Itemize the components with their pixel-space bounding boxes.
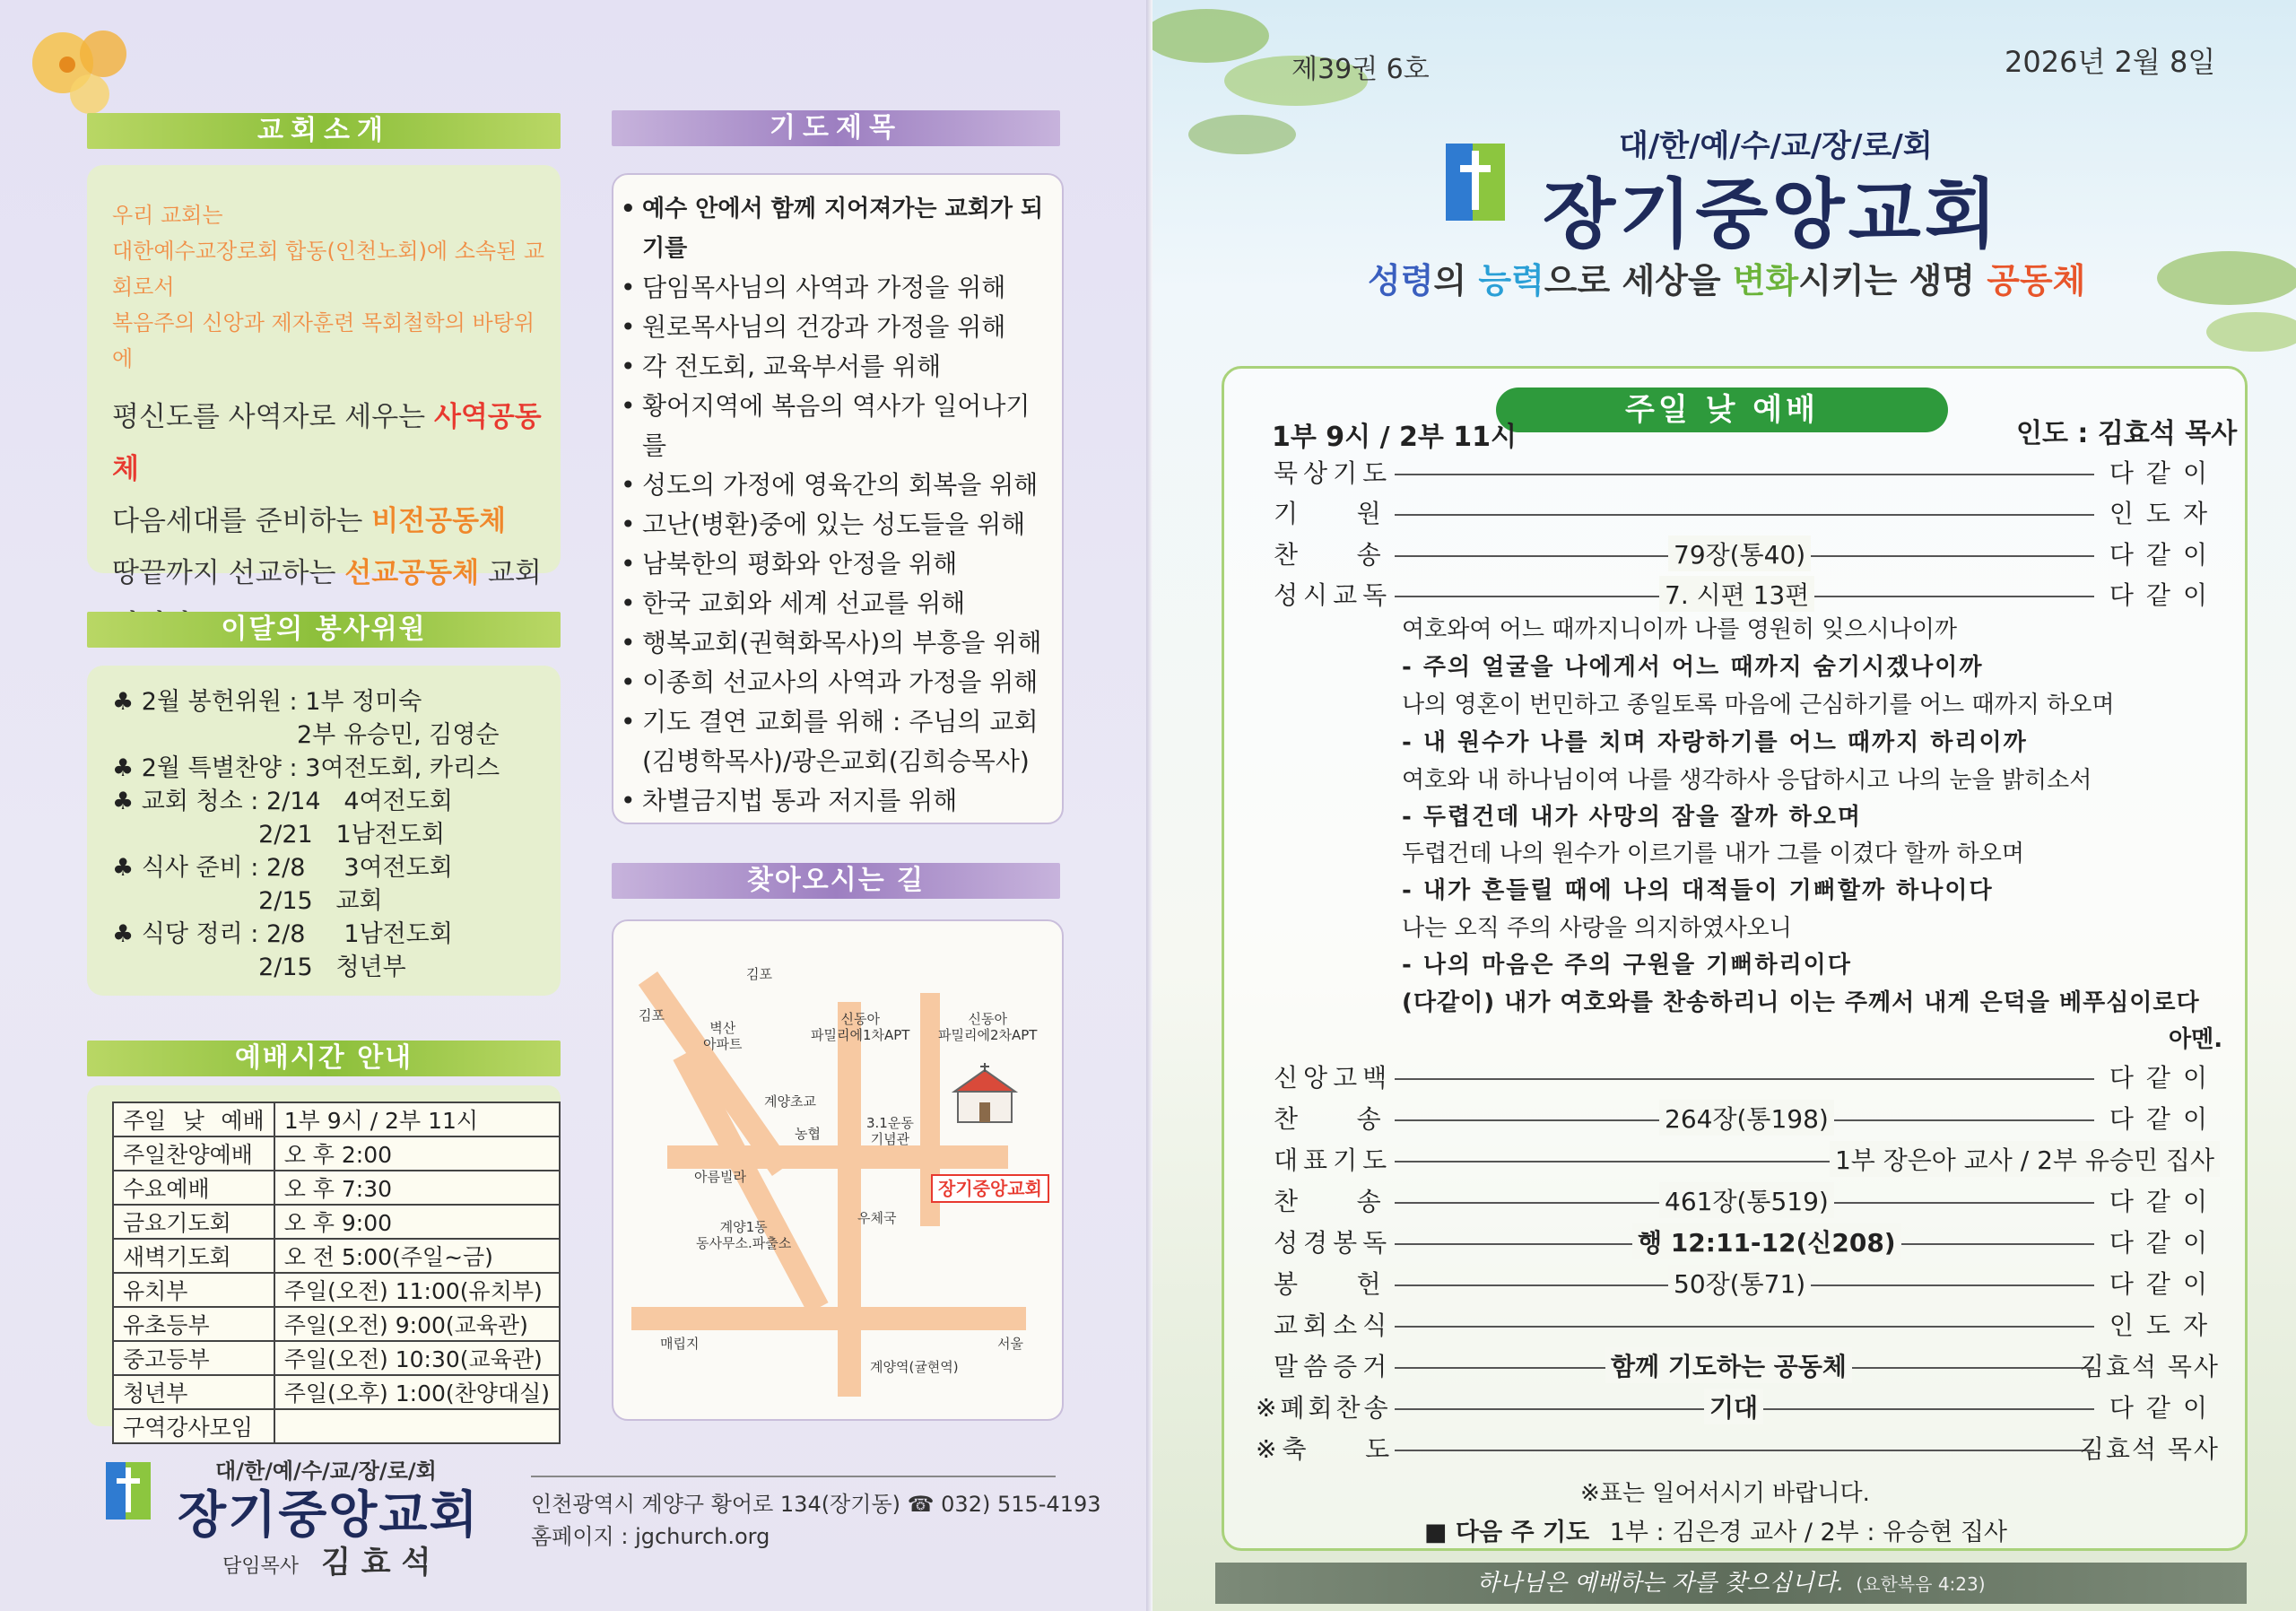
- next-prayer-label: ■ 다음 주 기도: [1424, 1519, 1590, 1546]
- schedule-key: 유치부: [113, 1273, 274, 1307]
- prayer-item: • 예수 안에서 함께 지어져가는 교회가 되기를: [617, 189, 1048, 268]
- prayer-item: • 행복교회(권혁화목사)의 부흥을 위해: [617, 623, 1048, 663]
- prayer-item: • 차별금지법 통과 저지를 위해: [617, 781, 1048, 821]
- slogan-part: 의: [1433, 261, 1479, 300]
- schedule-value: 주일(오전) 10:30(교육관): [274, 1341, 560, 1375]
- map-label: 계양초교: [764, 1093, 816, 1110]
- slogan-part: 능력: [1478, 261, 1544, 300]
- cross-logo: [1446, 133, 1512, 226]
- intro-line: 우리 교회는: [112, 203, 223, 228]
- service-title: 주일 낮 예배: [1496, 388, 1948, 432]
- psalm-line: 여호와여 어느 때까지니이까 나를 영원히 잊으시나이까: [1402, 616, 1957, 643]
- prayer-item: • 남북한의 평화와 안정을 위해: [617, 544, 1048, 584]
- worship-order-row: [1256, 1430, 2220, 1467]
- table-row: [113, 1341, 560, 1375]
- order-person: 다같이: [2109, 1063, 2220, 1093]
- order-content: 1부 장은아 교사 / 2부 유승민 집사: [1830, 1141, 2220, 1177]
- prayer-panel: [612, 173, 1064, 824]
- footer-church-name: 장기중앙교회: [178, 1486, 480, 1545]
- volunteers-list: [112, 685, 500, 984]
- psalm-amen: 아멘.: [2169, 1026, 2223, 1053]
- map-label: 계양역(귤현역): [870, 1359, 959, 1375]
- order-label: 기 원: [1274, 499, 1387, 528]
- denomination: 대/한/예/수/교/장/로/회: [1619, 128, 1933, 164]
- schedule-key: 금요기도회: [113, 1205, 274, 1239]
- map-label: 농협: [795, 1126, 821, 1142]
- schedule-key: 유초등부: [113, 1307, 274, 1341]
- volunteer-line: ♣ 2월 특별찬양 : 3여전도회, 카리스: [112, 754, 500, 782]
- prayer-item: • 이종희 선교사의 사역과 가정을 위해: [617, 663, 1048, 702]
- map-panel: [612, 919, 1064, 1421]
- psalm-line: 나는 오직 주의 사랑을 의지하였사오니: [1402, 915, 1792, 942]
- psalm-line: - 주의 얼굴을 나에게서 어느 때까지 숨기시겠나이까: [1402, 654, 1984, 681]
- prayer-item: • 한국 교회와 세계 선교를 위해: [617, 584, 1048, 623]
- worship-order-row: [1274, 494, 2220, 532]
- order-line: [1395, 474, 2094, 475]
- slogan-part: 시키는 생명: [1798, 261, 1987, 300]
- map-label: 우체국: [857, 1210, 897, 1226]
- church-icon: [949, 1063, 1021, 1126]
- worship-order-row: [1274, 1347, 2220, 1385]
- order-content: 행 12:11-12(신208): [1632, 1223, 1901, 1259]
- footer-address: 인천광역시 계양구 황어로 134(장기동) ☎ 032) 515-4193: [531, 1492, 1101, 1517]
- order-line: [1395, 1450, 2094, 1451]
- order-label: 신앙고백: [1274, 1063, 1393, 1093]
- map-label: 김포: [639, 1007, 665, 1023]
- schedule-value: 주일(오전) 9:00(교육관): [274, 1307, 560, 1341]
- schedule-header: 예배시간 안내: [87, 1041, 561, 1076]
- leaves-decoration: [1152, 0, 1439, 197]
- standing-note: ※표는 일어서시기 바랍니다.: [1580, 1480, 1870, 1507]
- pastor-title: 담임목사: [222, 1555, 300, 1578]
- schedule-value: 1부 9시 / 2부 11시: [274, 1102, 560, 1136]
- worship-order-row: [1274, 1223, 2220, 1261]
- table-row: [113, 1375, 560, 1409]
- prayer-item: • 각 전도회, 교육부서를 위해: [617, 347, 1048, 387]
- map-label: 3.1운동 기념관: [866, 1115, 914, 1147]
- worship-order-row: [1274, 1182, 2220, 1220]
- worship-order-row: [1274, 454, 2220, 492]
- table-row: [113, 1409, 560, 1443]
- order-label: 성시교독: [1274, 580, 1393, 610]
- church-title: 장기중앙교회: [1543, 170, 2001, 258]
- map-label: 벽산 아파트: [703, 1020, 743, 1052]
- worship-order-row: [1274, 1306, 2220, 1344]
- table-row: [113, 1102, 560, 1136]
- directions-header: 찾아오시는 길: [612, 863, 1060, 899]
- worship-order-row: [1274, 576, 2220, 614]
- order-line: [1395, 1326, 2094, 1328]
- order-person: 다같이: [2109, 1393, 2220, 1423]
- schedule-value: [274, 1409, 560, 1443]
- worship-order-row: [1256, 1389, 2220, 1426]
- order-label: 찬 송: [1274, 1104, 1387, 1134]
- order-person: 김효석 목사: [2079, 1352, 2220, 1381]
- order-person: 김효석 목사: [2079, 1434, 2220, 1464]
- order-content: 264장(통198): [1659, 1100, 1834, 1136]
- volunteer-line: ♣ 식당 정리 : 2/8 1남전도회: [112, 920, 453, 948]
- schedule-key: 구역강사모임: [113, 1409, 274, 1443]
- schedule-key: 청년부: [113, 1375, 274, 1409]
- prayer-item: • 황어지역에 복음의 역사가 일어나기를: [617, 387, 1048, 466]
- schedule-key: 새벽기도회: [113, 1239, 274, 1273]
- cross-logo: [106, 1453, 156, 1525]
- order-person: 다같이: [2109, 1269, 2220, 1299]
- schedule-value: 오 후 7:30: [274, 1171, 560, 1205]
- slogan-part: 성령: [1368, 261, 1434, 300]
- order-label: 봉 헌: [1274, 1269, 1387, 1299]
- issue-date: 2026년 2월 8일: [2005, 45, 2216, 79]
- intro-text: [112, 197, 552, 651]
- prayer-item: • 원로목사님의 건강과 가정을 위해: [617, 308, 1048, 347]
- psalm-line: (다같이) 내가 여호와를 찬송하리니 이는 주께서 내게 은덕을 베푸심이로다: [1402, 989, 2200, 1016]
- order-label: 묵상기도: [1274, 458, 1393, 488]
- psalm-line: 두렵건데 나의 원수가 이르기를 내가 그를 이겼다 할까 하오며: [1402, 840, 2025, 867]
- order-person: 인도자: [2109, 499, 2220, 528]
- order-label: 성경봉독: [1274, 1228, 1393, 1258]
- volunteer-line: 2/21 1남전도회: [112, 821, 445, 849]
- psalm-line: - 나의 마음은 주의 구원을 기뻐하리이다: [1402, 952, 1852, 979]
- order-person: 다같이: [2109, 1104, 2220, 1134]
- prayer-item: • 성도의 가정에 영육간의 회복을 위해: [617, 466, 1048, 505]
- order-content: 함께 기도하는 공동체: [1605, 1347, 1852, 1383]
- schedule-panel: [87, 1085, 561, 1441]
- schedule-value: 주일(오후) 1:00(찬양대실): [274, 1375, 560, 1409]
- schedule-key: 중고등부: [113, 1341, 274, 1375]
- prayer-header: 기도제목: [612, 110, 1060, 146]
- order-person: 다같이: [2109, 1228, 2220, 1258]
- intro-line: 대한예수교장로회 합동(인천노회)에 소속된 교회로서: [112, 239, 545, 300]
- order-content: 7. 시편 13편: [1659, 576, 1814, 612]
- prayer-item: • 담임목사님의 사역과 가정을 위해: [617, 268, 1048, 308]
- banner-text: 하나님은 예배하는 자를 찾으십니다.: [1476, 1570, 1845, 1597]
- prayer-item: • 고난(병환)중에 있는 성도들을 위해: [617, 505, 1048, 544]
- volume-number: 제39권 6호: [1292, 54, 1430, 85]
- church-map-label: 장기중앙교회: [931, 1174, 1049, 1203]
- volunteer-line: 2/15 교회: [112, 887, 383, 915]
- schedule-value: 주일(오전) 11:00(유치부): [274, 1273, 560, 1307]
- map-label: 계양1동 동사무소.파출소: [696, 1219, 792, 1251]
- order-label: ※축 도: [1256, 1434, 1396, 1464]
- order-line: [1395, 1078, 2094, 1080]
- order-content: 50장(통71): [1668, 1265, 1811, 1301]
- table-row: [113, 1171, 560, 1205]
- volunteer-line: 2부 유승민, 김영순: [112, 721, 500, 749]
- worship-order-row: [1274, 1265, 2220, 1302]
- table-row: [113, 1307, 560, 1341]
- map-label: 아름빌라: [694, 1169, 746, 1185]
- volunteer-line: 2/15 청년부: [112, 954, 406, 981]
- mission-line-3: 땅끝까지 선교하는 선교공동체 교회: [112, 557, 542, 589]
- schedule-value: 오 후 2:00: [274, 1136, 560, 1171]
- next-prayer-names: 1부 : 김은경 교사 / 2부 : 유승현 집사: [1609, 1519, 2008, 1546]
- volunteers-panel: [87, 666, 561, 996]
- psalm-line: 나의 영혼이 번민하고 종일토록 마음에 근심하기를 어느 때까지 하오며: [1402, 692, 2115, 718]
- map-label: 서울: [997, 1336, 1023, 1352]
- leaves-decoration: [2121, 224, 2296, 377]
- flower-decoration: [18, 18, 152, 126]
- order-label: 찬 송: [1274, 1187, 1387, 1216]
- table-row: [113, 1136, 560, 1171]
- schedule-value: 오 전 5:00(주일~금): [274, 1239, 560, 1273]
- psalm-line: - 내가 흔들릴 때에 나의 대적들이 기뻐할까 하나이다: [1402, 877, 1994, 904]
- service-leader: 인도 : 김효석 목사: [2016, 418, 2238, 449]
- order-label: ※폐회찬송: [1256, 1393, 1392, 1423]
- order-person: 다같이: [2109, 458, 2220, 488]
- slogan-part: 공동체: [1987, 261, 2086, 300]
- map-label: 김포: [746, 966, 772, 982]
- table-row: [113, 1239, 560, 1273]
- prayer-item: • 기도 결연 교회를 위해 : 주님의 교회 (김병학목사)/광은교회(김희승목사): [617, 702, 1048, 781]
- schedule-value: 오 후 9:00: [274, 1205, 560, 1239]
- mission-line-1: 평신도를 사역자로 세우는 사역공동체: [112, 401, 542, 485]
- worship-order-row: [1274, 1100, 2220, 1137]
- schedule-key: 수요예배: [113, 1171, 274, 1205]
- order-label: 말씀증거: [1274, 1352, 1393, 1381]
- order-content: 기대: [1704, 1389, 1763, 1424]
- intro-line: 복음주의 신앙과 제자훈련 목회철학의 바탕위에: [112, 310, 535, 371]
- pastor-name: 김 효 석: [321, 1545, 431, 1581]
- map-road: [631, 1307, 1026, 1330]
- volunteers-header: 이달의 봉사위원: [87, 612, 561, 648]
- intro-panel: [87, 165, 561, 589]
- map-label: 신동아 파밀리에2차APT: [938, 1011, 1038, 1043]
- service-time: 1부 9시 / 2부 11시: [1272, 422, 1518, 453]
- footer-divider: [531, 1476, 1056, 1477]
- order-person: 다같이: [2109, 1187, 2220, 1216]
- schedule-key: 주일찬양예배: [113, 1136, 274, 1171]
- volunteer-line: ♣ 교회 청소 : 2/14 4여전도회: [112, 788, 453, 815]
- footer-pastor: [222, 1537, 430, 1581]
- order-content: 79장(통40): [1668, 536, 1811, 571]
- map-label: 신동아 파밀리에1차APT: [811, 1011, 910, 1043]
- order-label: 찬 송: [1274, 540, 1387, 570]
- schedule-table: [112, 1102, 561, 1444]
- bottom-banner: [1215, 1563, 2247, 1604]
- footer-denomination: 대/한/예/수/교/장/로/회: [215, 1459, 437, 1484]
- order-person: 다같이: [2109, 580, 2220, 610]
- banner-reference: (요한복음 4:23): [1856, 1573, 1986, 1595]
- intro-header: 교회소개: [87, 113, 561, 149]
- order-person: 인도자: [2109, 1311, 2220, 1340]
- slogan-part: 변화: [1732, 261, 1799, 300]
- prayer-list: [617, 189, 1048, 821]
- psalm-line: - 내 원수가 나를 치며 자랑하기를 어느 때까지 하리이까: [1402, 729, 2028, 756]
- table-row: [113, 1273, 560, 1307]
- psalm-line: 여호와 내 하나님이여 나를 생각하사 응답하시고 나의 눈을 밝히소서: [1402, 767, 2092, 794]
- schedule-key: 주일 낮 예배: [113, 1102, 274, 1136]
- mission-line-2: 다음세대를 준비하는 비전공동체: [112, 505, 506, 537]
- table-row: [113, 1205, 560, 1239]
- slogan: [1368, 253, 2085, 302]
- psalm-line: - 두렵건데 내가 사망의 잠을 잘까 하오며: [1402, 804, 1862, 831]
- order-person: 다같이: [2109, 540, 2220, 570]
- order-label: 교회소식: [1274, 1311, 1393, 1340]
- next-week-prayer: [1424, 1512, 2007, 1547]
- worship-order-row: [1274, 1058, 2220, 1096]
- order-content: 461장(통519): [1659, 1182, 1834, 1218]
- map-road: [838, 1002, 861, 1397]
- worship-order-row: [1274, 1141, 2220, 1179]
- map-label: 매립지: [660, 1336, 700, 1352]
- footer-homepage: 홈페이지 : jgchurch.org: [531, 1524, 770, 1549]
- slogan-part: 으로 세상을: [1544, 261, 1733, 300]
- volunteer-line: ♣ 식사 준비 : 2/8 3여전도회: [112, 854, 453, 882]
- volunteer-line: ♣ 2월 봉헌위원 : 1부 정미숙: [112, 688, 422, 716]
- worship-order-row: [1274, 536, 2220, 573]
- order-label: 대표기도: [1274, 1145, 1393, 1175]
- order-line: [1395, 514, 2094, 516]
